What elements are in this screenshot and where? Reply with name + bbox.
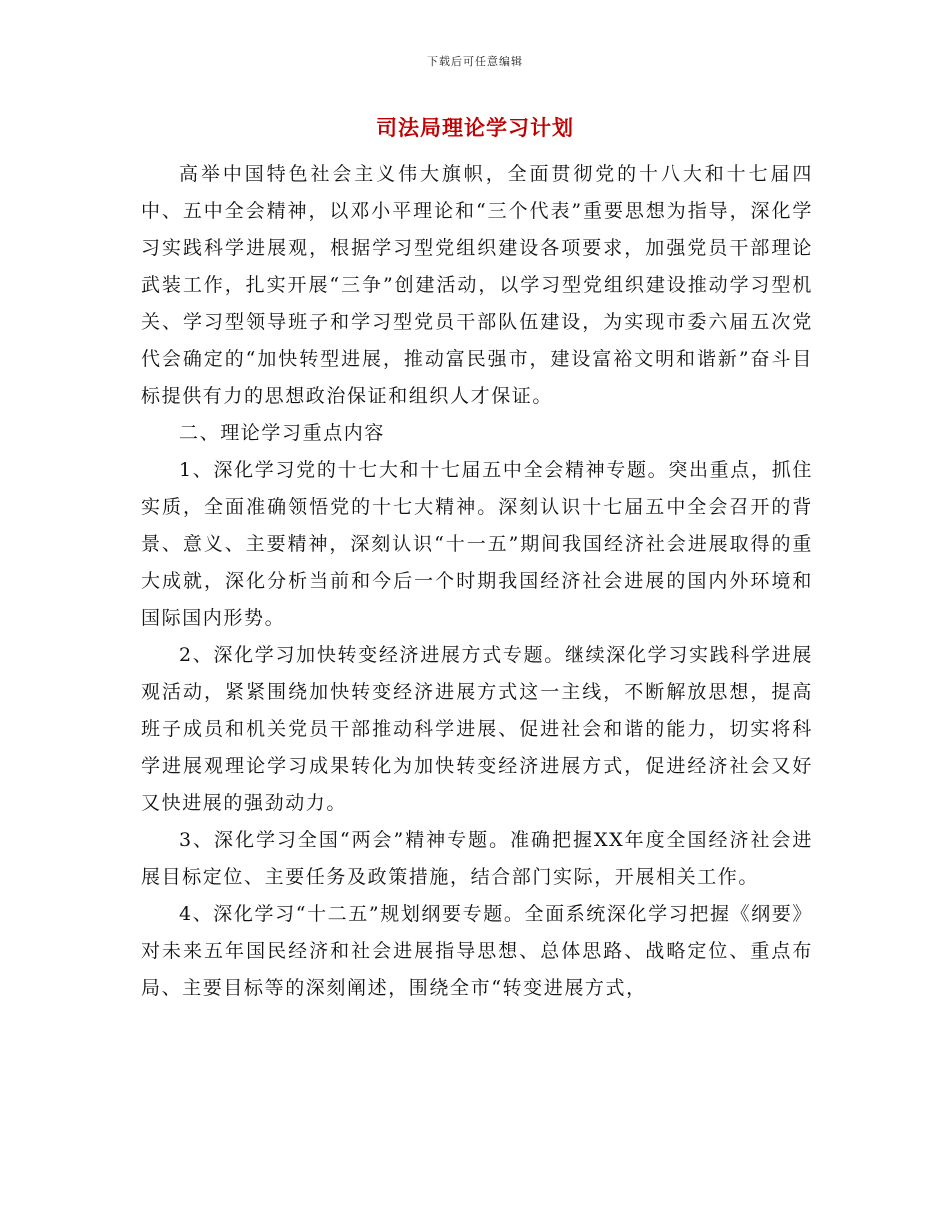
header-note: 下载后可任意编辑 [427, 55, 523, 68]
item-paragraph-4: 4、深化学习“十二五”规划纲要专题。全面系统深化学习把握《纲要》对未来五年国民经济和社会进展指导思想、总体思路、战略定位、重点布局、主要目标等的深刻阐述，围绕全市“转变进展方式， [141, 903, 813, 999]
section-heading: 二、理论学习重点内容 [179, 422, 386, 444]
document-body [141, 156, 813, 1007]
item-paragraph-1: 1、深化学习党的十七大和十七届五中全会精神专题。突出重点，抓住实质，全面准确领悟党的十七大精神。深刻认识十七届五中全会召开的背景、意义、主要精神，深刻认识“十一五”期间我国经济社会进展取得的重大成就，深化分析当前和今后一个时期我国经济社会进展的国内外环境和国际国内形势。 [141, 459, 813, 629]
item-paragraph-3: 3、深化学习全国“两会”精神专题。准确把握XX年度全国经济社会进展目标定位、主要任务及政策措施，结合部门实际，开展相关工作。 [141, 829, 813, 888]
item-paragraph-2: 2、深化学习加快转变经济进展方式专题。继续深化学习实践科学进展观活动，紧紧围绕加快转变经济进展方式这一主线，不断解放思想，提高班子成员和机关党员干部推动科学进展、促进社会和谐的能力，切实将科学进展观理论学习成果转化为加快转变经济进展方式，促进经济社会又好又快进展的强劲动力。 [141, 644, 813, 814]
intro-paragraph: 高举中国特色社会主义伟大旗帜，全面贯彻党的十八大和十七届四中、五中全会精神，以邓小平理论和“三个代表”重要思想为指导，深化学习实践科学进展观，根据学习型党组织建设各项要求，加强党员干部理论武装工作，扎实开展“三争”创建活动，以学习型党组织建设推动学习型机关、学习型领导班子和学习型党员干部队伍建设，为实现市委六届五次党代会确定的“加快转型进展，推动富民强市，建设富裕文明和谐新”奋斗目标提供有力的思想政治保证和组织人才保证。 [141, 163, 813, 407]
document-title: 司法局理论学习计划 [376, 116, 574, 140]
